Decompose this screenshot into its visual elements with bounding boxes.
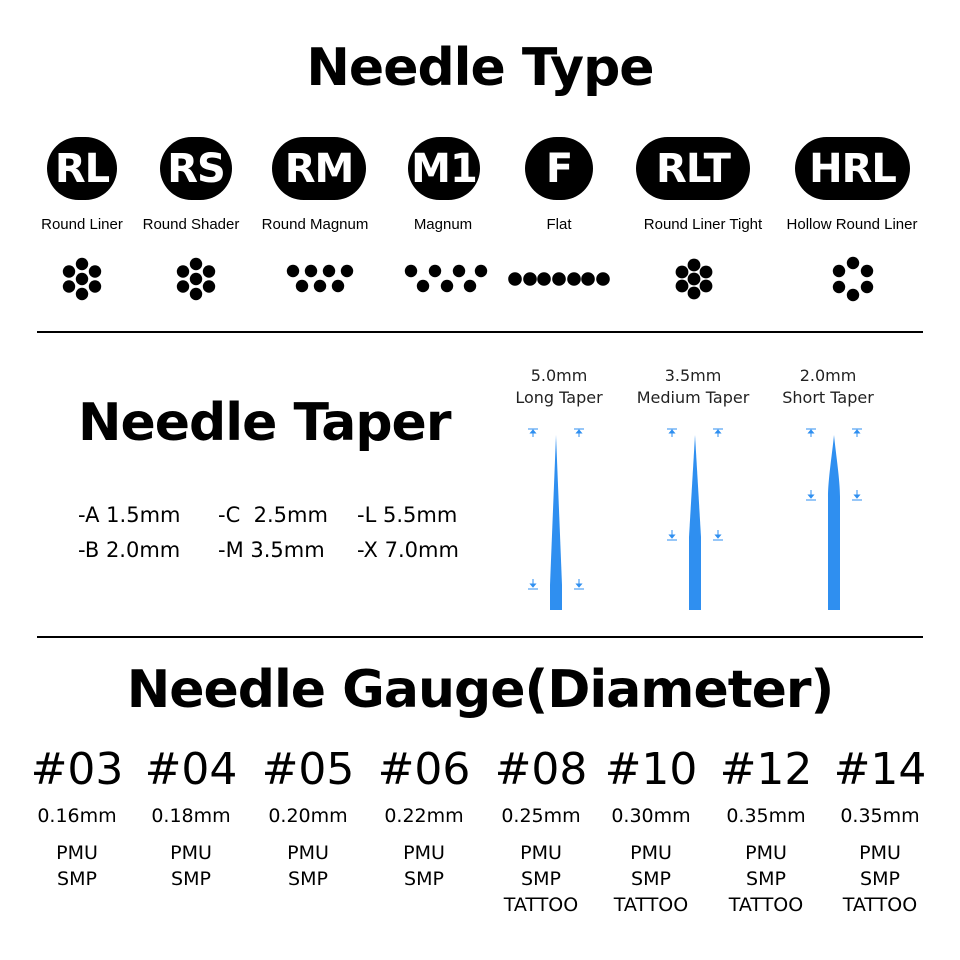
needle-gauge-title: Needle Gauge(Diameter) [126, 660, 834, 720]
taper-code-m: -M 3.5mm [218, 538, 325, 562]
short-taper-needle [802, 425, 866, 615]
taper-code-a: -A 1.5mm [78, 503, 181, 527]
type-name-rlt: Round Liner Tight [643, 216, 763, 233]
badge-f: F [525, 137, 593, 200]
gauge-03: #03 0.16mm PMU SMP [30, 744, 124, 890]
gauge-06: #06 0.22mm PMU SMP [377, 744, 471, 890]
medium-taper-needle [663, 425, 727, 615]
type-name-rs: Round Shader [142, 216, 240, 233]
round-liner-tight-pattern [670, 255, 718, 303]
round-liner-pattern [58, 255, 106, 303]
magnum-pattern [402, 262, 488, 296]
gauge-14: #14 0.35mm PMU SMP TATTOO [833, 744, 927, 916]
badge-rm: RM [272, 137, 366, 200]
taper-label-medium: 3.5mm Medium Taper [636, 366, 750, 407]
type-name-rm: Round Magnum [261, 216, 369, 233]
taper-code-b: -B 2.0mm [78, 538, 181, 562]
hollow-round-liner-pattern [829, 255, 877, 303]
gauge-12: #12 0.35mm PMU SMP TATTOO [719, 744, 813, 916]
divider-bottom [37, 636, 923, 638]
badge-hrl: HRL [795, 137, 910, 200]
round-magnum-pattern [284, 262, 356, 296]
needle-taper-title: Needle Taper [78, 393, 451, 453]
gauge-10: #10 0.30mm PMU SMP TATTOO [604, 744, 698, 916]
taper-code-x: -X 7.0mm [357, 538, 459, 562]
badge-m1: M1 [408, 137, 480, 200]
gauge-05: #05 0.20mm PMU SMP [261, 744, 355, 890]
type-name-hrl: Hollow Round Liner [786, 216, 918, 233]
taper-code-c: -C 2.5mm [218, 503, 328, 527]
divider-top [37, 331, 923, 333]
badge-rl: RL [47, 137, 117, 200]
long-taper-needle [524, 425, 588, 615]
taper-code-l: -L 5.5mm [357, 503, 458, 527]
badge-rlt: RLT [636, 137, 750, 200]
round-shader-pattern [172, 255, 220, 303]
taper-label-long: 5.0mm Long Taper [515, 366, 603, 407]
taper-label-short: 2.0mm Short Taper [782, 366, 874, 407]
gauge-08: #08 0.25mm PMU SMP TATTOO [494, 744, 588, 916]
needle-type-title: Needle Type [306, 38, 654, 98]
badge-rs: RS [160, 137, 232, 200]
type-name-f: Flat [546, 216, 572, 233]
flat-pattern [506, 270, 612, 288]
gauge-04: #04 0.18mm PMU SMP [144, 744, 238, 890]
type-name-m1: Magnum [413, 216, 473, 233]
type-name-rl: Round Liner [41, 216, 123, 233]
